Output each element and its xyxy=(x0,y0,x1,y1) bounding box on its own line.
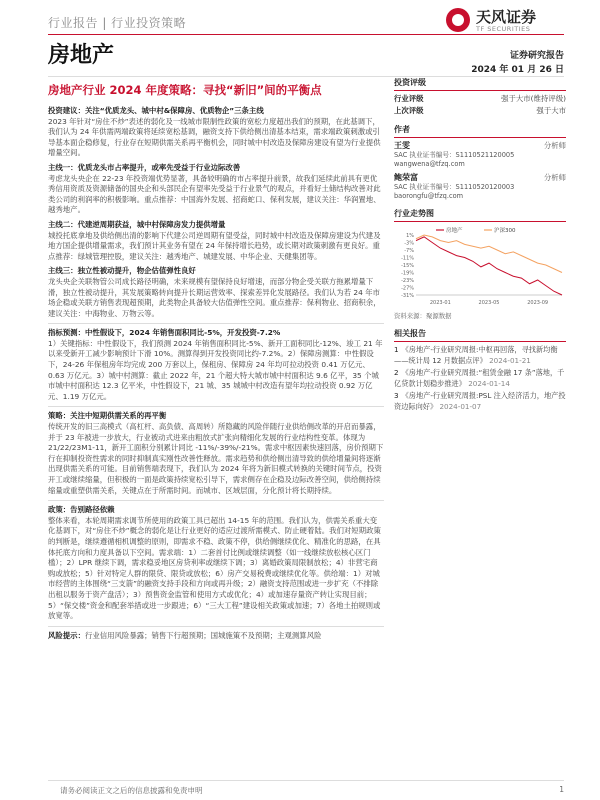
section xyxy=(48,163,384,216)
rating-label: 行业评级 xyxy=(394,94,424,104)
logo-en: TF SECURITIES xyxy=(476,25,531,33)
y-tick-label: -23% xyxy=(401,278,414,285)
trend-chart-svg xyxy=(394,225,566,307)
section-heading: 主线三：独立性被动提升，物企估值弹性良好 xyxy=(48,266,196,276)
section-body: 1）关键指标：中性假设下，我们预测 2024 年销售面积同比-5%、新开工面积同比-12%、竣工 21 年以来受新开工减少影响预计下滑 10%。测算得到开发投资同比约-7.2%。2）保障房测算：中性假设下，24-26 年保租房年均完成 200 万套以上，保租房、保障房 24 年均可拉动投资 0.41 万亿元、0.63 万亿元。3）城中村测算：截止 2022 年，21 个超大特大城市城中村面积达 9.6 亿平，35 个城市城中村面积达 12.3 亿平米，中性假设下，21 城、35 城城中村改造有望年均拉动投资 0.92 万亿元、1.19 万亿元。 xyxy=(48,338,383,401)
y-tick-label: -31% xyxy=(401,293,414,300)
sidebar xyxy=(394,78,566,415)
section-body: 城投托底拿地及供给侧出清的影响下代建公司逆周期有望受益，同时城中村改造及保障房建设为代建及地方国企提供增量需求，我们预计其业务有望在 24 年保持增长趋势，或长期对政策刺激有更良好。重点推荐：绿城管理控股，建议关注：越秀地产、城建发展、中华企业、天健集团等。 xyxy=(48,230,381,261)
chart-heading: 行业走势图 xyxy=(394,209,566,222)
footer-disclaimer: 请务必阅读正文之后的信息披露和免责申明 xyxy=(60,786,203,795)
series-line-csi300 xyxy=(416,235,562,273)
rating-row xyxy=(394,94,566,104)
analyst-name: 鲍荣富 xyxy=(394,173,418,183)
logo-cn: 天风证券 xyxy=(476,8,537,26)
prev-rating-value: 强于大市 xyxy=(536,106,566,116)
section-heading: 政策：告别路径依赖 xyxy=(48,505,115,515)
related-reports xyxy=(394,329,566,413)
related-report-item[interactable]: 2 《房地产-行业研究周报:“租赁金融 17 条”落地，千亿贷款计划稳步推进》 2024-01-14 xyxy=(394,368,565,388)
analysts-block xyxy=(394,125,566,202)
related-report-item[interactable]: 3 《房地产-行业研究周报:PSL 注入经济活力，地产投资边际向好》 2024-01-07 xyxy=(394,391,566,411)
y-tick-label: -7% xyxy=(404,248,414,255)
section-body: 2023 年针对“房住不炒”表述的弱化及一线城市限制性政策的宽松力度超出我们的预期，在此基调下，我们认为 24 年供需两端政策将延续宽松基调，融资支持下供给侧出清基本结束，需求端政策刺激或引导基本面企稳修复，行业存在短期供需关系再平衡机会，同时城中村改造及保障房建设有望为行业提供增量空间。 xyxy=(48,116,381,158)
industry-trend-chart xyxy=(394,209,566,321)
logo-mark-icon xyxy=(446,8,470,32)
section-heading: 指标预测：中性假设下，2024 年销售面积同比-5%，开发投资-7.2% xyxy=(48,328,281,338)
analyst-name: 王雯 xyxy=(394,140,410,150)
analyst-role: 分析师 xyxy=(543,140,566,150)
rating-heading: 投资评级 xyxy=(394,78,566,91)
y-tick-label: -3% xyxy=(404,240,414,247)
x-tick-label: 2023-09 xyxy=(527,300,549,307)
section-divider xyxy=(48,323,384,324)
x-tick-label: 2023-05 xyxy=(478,300,500,307)
analysts-heading: 作者 xyxy=(394,125,566,138)
section xyxy=(48,411,384,496)
analyst-card xyxy=(394,173,566,201)
section-body: 考虑龙头央企在 22-23 年投资端优势显著，具备较明确的市占率提升前景，故我们延续此前具有更优秀信用资质及资源储备的国央企和头部民企有望率先受益于行业景气的观点，并看好土储结构改善对此类公司的利润率的积极影响。重点推荐：中国海外发展、招商蛇口、保利发展，建议关注：华润置地、越秀地产。 xyxy=(48,173,381,215)
section xyxy=(48,631,384,642)
document-title: 房地产行业 2024 年度策略：寻找“新旧”间的平衡点 xyxy=(48,83,322,97)
section xyxy=(48,505,384,622)
y-tick-label: -27% xyxy=(401,285,414,292)
related-heading: 相关报告 xyxy=(394,329,566,342)
section-heading: 主线二：代建逆周期获益，城中村保障房发力提供增量 xyxy=(48,219,226,229)
report-date: 2024 年 01 月 26 日 xyxy=(471,65,564,75)
section-divider xyxy=(48,626,384,627)
analyst-email[interactable]: baorongfu@tfzq.com xyxy=(394,192,464,201)
section-body: 行业信用风险暴露；销售下行超预期；国城施策不及预期；主观测算风险 xyxy=(84,630,322,640)
legend-label: 房地产 xyxy=(446,228,463,235)
prev-rating-label: 上次评级 xyxy=(394,106,424,116)
y-tick-label: -11% xyxy=(401,255,414,262)
report-category: 行业报告 | 行业投资策略 xyxy=(48,16,187,30)
section-heading: 风险提示： xyxy=(48,630,85,640)
section xyxy=(48,266,384,319)
section-divider xyxy=(48,406,384,407)
section xyxy=(48,106,384,159)
sector-title: 房地产 xyxy=(48,42,115,68)
section-heading: 主线一：优质龙头市占率提升，或率先受益于行业边际改善 xyxy=(48,162,241,172)
chart-source: 资料来源：聚源数据 xyxy=(394,311,452,320)
related-report-item[interactable]: 1 《房地产-行业研究周报:中枢再回落，寻找新均衡——统计局 12 月数据点评》 2024-01-21 xyxy=(394,345,558,365)
analyst-role: 分析师 xyxy=(543,173,566,183)
report-kind: 证券研究报告 xyxy=(509,51,564,61)
series-line-real-estate xyxy=(416,237,562,295)
footer-divider xyxy=(48,780,564,781)
y-tick-label: -19% xyxy=(401,270,414,277)
page-number: 1 xyxy=(559,785,564,794)
analyst-email[interactable]: wangwena@tfzq.com xyxy=(394,160,465,169)
prev-rating-row xyxy=(394,106,566,116)
main-column xyxy=(48,106,384,645)
section-body: 传统开发的旧三高模式（高杠杆、高负债、高周转）所隐藏的风险伴随行业供给侧改革的开启而暴露，并于 23 年被进一步放大，行业被动式进来由粗放式扩张向精细化发展的行业结构性变革。体现为 21/22/23M1-11，新开工面积分别累计同比 -11%/-39%/-21%。需求中枢因素快速回落，房价预期下行在抑制投资性需求的同时抑制真实刚性改善性释放。需求趋势和供给侧出清导致的供给增量间将逐渐出现供需关系的可能。目前销售端表现下，我们认为 2024 年将为新旧模式转换的关键时间节点，投资开工或继续缩量，但积极的一面是政策持续宽松引导下，需求侧存在企稳及边际改善空间，供给侧持续缩量或重塑供需关系，关键点在于所需时间。而城市、区域层面，分化预计将长期持续。 xyxy=(48,422,384,495)
section-body: 整体来看，本轮周期需求调节所使用的政策工具已超出 14-15 年的范围。我们认为，供需关系重大变化基调下，对“房住不炒”概念的弱化是让行业更好的适应过渡所需模式、防止硬着陆。我们对短期政策的判断是，继续遵循相机调整的原则，即需求不稳、政策不停，供给侧继续优化、精准化的思路，在具体托底方向和力度具备以下空间。需求端：1）二套首付比例或继续调整（如一线继续放松核心区门槛）；2）LPR 继续下调，需求稳妥地区房贷利率或继续下调；3）离婚政策局限制放松；4）非营宅商购或放松；5）针对特定人群的限贷、限贷或放松；6）房产交易税费或继续优化等。供给端：1）对城市经营的主体围绕“三支箭”的融资支持手段和方向或再升级；2）融资支持范围或进一步扩充（不排除出租以服务于资产盘活）；3）预售资金监管和使用方式或优化；4）或加速存量资产转让实现目前；5）“保交楼”资金和配套举措或进一步跟进；6）“三大工程”建设相关政策或加速；7）各地土拍规则或放宽等。 xyxy=(48,515,381,621)
section xyxy=(48,328,384,402)
section xyxy=(48,220,384,262)
analyst-card xyxy=(394,141,566,169)
y-tick-label: 1% xyxy=(406,233,414,240)
legend-label: 沪深300 xyxy=(494,228,516,235)
title-divider xyxy=(48,76,564,77)
rating-value: 强于大市(维持评级) xyxy=(501,94,566,104)
header-divider xyxy=(48,34,564,35)
section-divider xyxy=(48,500,384,501)
section-heading: 策略：关注中短期供需关系的再平衡 xyxy=(48,411,167,421)
y-tick-label: -15% xyxy=(401,263,414,270)
x-tick-label: 2023-01 xyxy=(429,300,451,307)
analyst-cert: SAC 执业证书编号：S1110520120003 xyxy=(394,183,515,192)
tf-securities-logo xyxy=(446,6,564,36)
section-heading: 投资建议：关注“优质龙头、城中村&保障房、优质物企”三条主线 xyxy=(48,106,264,115)
analyst-cert: SAC 执业证书编号：S1110521120005 xyxy=(394,151,515,160)
section-body: 龙头央企关联物管公司成长路径明确，未来规模有望保持良好增速，而部分物企受关联方拖累增量下滑，独立性被动提升，其发展策略转向提升长期运营效率、探索差异化发展路径。我们认为若 24 年市场企稳或关联方销售表现超预期，此类物企具备较大估值弹性空间。重点推荐：保利物业、招商积余，建议关注：中海物业、万物云等。 xyxy=(48,276,381,318)
